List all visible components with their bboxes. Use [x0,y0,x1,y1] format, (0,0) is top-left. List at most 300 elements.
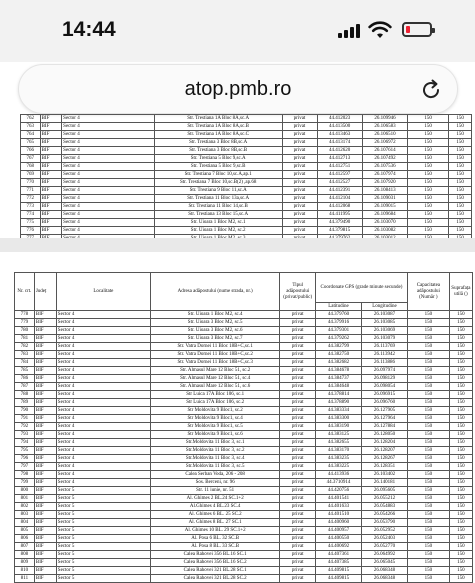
cell-longitudine: 26.140181 [361,479,407,487]
cell-capacitate: 150 [407,543,449,551]
cell-longitudine: 26.052770 [361,543,407,551]
cell-suprafata: 150 [449,447,472,455]
document-page-top [0,114,475,238]
header-localitate: Localitate [56,273,150,311]
cell-judet: BIF [40,211,62,219]
cell-adresa: Calea Rahovei 356 BL.16 SC.1 [150,551,280,559]
cell-judet: BIF [40,147,62,155]
cell-adresa: Al. Posa 8 BL. 33 SC.B [150,543,280,551]
table-row [21,187,472,195]
cell-tip: privat [280,479,316,487]
table-row [21,147,472,155]
cell-localitate: Sector 4 [62,131,155,139]
cell-judet: BIF [34,575,56,583]
cell-capacitate: 150 [407,335,449,343]
cell-longitudine: 26.098129 [361,375,407,383]
cell-adresa: Str. Trestiana 5 Bloc 9,sc.A [154,155,282,163]
status-time: 14:44 [62,18,116,41]
cell-localitate: Sector 5 [56,559,150,567]
cell-longitudine: 26.113769 [361,343,407,351]
cell-nr: 791 [15,415,35,423]
cell-latitudine: 44.383190 [316,423,362,431]
cell-latitudine: 44.407361 [316,551,362,559]
cell-latitudine: 44.400960 [316,519,362,527]
cell-judet: BIF [34,471,56,479]
cell-suprafata: 150 [449,527,472,535]
cell-nr: 769 [21,171,41,179]
cell-judet: BIF [40,227,62,235]
cell-judet: BIF [34,455,56,463]
header-nr: Nr. crt. [15,273,35,311]
cell-latitudine: 44.379916 [316,319,362,327]
cell-capacitate: 150 [408,163,449,171]
cell-latitudine: 44.382750 [316,351,362,359]
cell-suprafata: 150 [449,335,472,343]
cell-tip: privat [280,399,316,407]
table-row [15,527,473,535]
cell-suprafata: 150 [449,495,472,503]
cell-longitudine: 26.103069 [361,327,407,335]
cell-latitudine: 44.382799 [316,343,362,351]
cell-longitudine: 26.103082 [362,227,407,235]
cell-suprafata: 150 [449,551,472,559]
cell-localitate: Sector 5 [56,487,150,495]
cell-latitudine: 44.401541 [316,495,362,503]
cell-capacitate: 150 [407,471,449,479]
cell-tip: privat [282,179,317,187]
cell-longitudine: 26.098054 [361,383,407,391]
table-row [15,463,473,471]
battery-icon [402,22,432,37]
cell-capacitate: 150 [407,359,449,367]
cell-nr: 772 [21,195,41,203]
header-latitudine: Latitudine [316,303,362,311]
cell-longitudine: 26.127884 [361,423,407,431]
cell-localitate: Sector 4 [56,479,150,487]
cell-localitate: Sector 4 [62,115,155,123]
cell-latitudine: 44.412527 [317,179,362,187]
table-row [15,407,473,415]
cell-suprafata: 150 [449,203,472,211]
cell-capacitate: 150 [407,567,449,575]
cell-judet: BIF [34,495,56,503]
table-row [21,123,472,131]
cell-tip: privat [282,211,317,219]
cell-localitate: Sector 4 [56,343,150,351]
cell-judet: BIF [40,139,62,147]
cell-nr: 771 [21,187,41,195]
cell-longitudine: 26.065045 [361,559,407,567]
cell-longitudine: 26.103070 [362,219,407,227]
cell-localitate: Sector 4 [56,463,150,471]
cell-longitudine: 26.103079 [361,335,407,343]
cell-capacitate: 150 [407,407,449,415]
cell-nr: 792 [15,423,35,431]
cell-judet: BIF [34,423,56,431]
cell-judet: BIF [40,203,62,211]
cell-adresa: Al.Ghimes 4 BL.23 SC.4 [150,503,280,511]
table-row [15,559,473,567]
cell-suprafata: 150 [449,439,472,447]
cell-tip: privat [282,123,317,131]
cell-capacitate: 150 [407,551,449,559]
cell-suprafata: 150 [449,359,472,367]
cell-adresa: Str. Uioara 3 Bloc M2, sc.6 [150,327,280,335]
cell-judet: BIF [34,439,56,447]
cell-suprafata: 150 [449,375,472,383]
cell-suprafata: 150 [449,139,472,147]
cell-suprafata: 150 [449,519,472,527]
cell-nr: 784 [15,359,35,367]
cell-adresa: Str. Uioara 3 Bloc M2, sc.5 [150,319,280,327]
cell-tip: privat [280,415,316,423]
cell-tip: privat [280,463,316,471]
cell-judet: BIF [34,351,56,359]
cell-localitate: Sector 5 [56,567,150,575]
cell-capacitate: 150 [407,375,449,383]
cell-capacitate: 150 [408,227,449,235]
cell-latitudine: 44.378814 [316,391,362,399]
cell-localitate: Sector 5 [56,543,150,551]
cell-nr: 786 [15,375,35,383]
cell-tip: privat [282,147,317,155]
cell-tip: privat [280,407,316,415]
cell-localitate: Sector 4 [56,391,150,399]
cell-suprafata: 150 [449,155,472,163]
table-row [15,551,473,559]
cell-judet: BIF [34,551,56,559]
cell-nr: 805 [15,527,35,535]
header-suprafata: Suprafața utilă () [449,273,472,311]
cell-localitate: Sector 4 [56,439,150,447]
cell-capacitate: 150 [407,415,449,423]
cell-adresa: Str. Trestiana 11 Bloc 13a,sc.A [154,195,282,203]
cell-judet: BIF [34,487,56,495]
cell-nr: 762 [21,115,41,123]
cell-capacitate: 150 [408,203,449,211]
cell-adresa: Al. Ghimes 8 BL. 27 SC.1 [150,519,280,527]
cell-judet: BIF [34,415,56,423]
cell-tip: privat [280,559,316,567]
cell-capacitate: 150 [407,503,449,511]
cell-nr: 811 [15,575,35,583]
header-capacitate: Capacitatea adăpostului (Număr ) [407,273,449,311]
cell-localitate: Sector 4 [56,375,150,383]
cell-suprafata: 150 [449,503,472,511]
url-text[interactable]: atop.pmb.ro [184,78,292,100]
table-row [15,535,473,543]
cell-suprafata: 150 [449,227,472,235]
cell-longitudine: 26.108413 [362,187,407,195]
cell-judet: BIF [34,527,56,535]
cell-localitate: Sector 4 [56,407,150,415]
cell-tip: privat [280,575,316,583]
cell-tip: privat [280,423,316,431]
cell-judet: BIF [40,115,62,123]
cell-adresa: Str. Trestiana 13 Bloc 15,sc.A [154,211,282,219]
cell-localitate: Sector 4 [62,227,155,235]
cell-localitate: Sector 5 [56,551,150,559]
cell-nr: 773 [21,203,41,211]
cell-adresa: Str.Moldovita 11 Bloc 3, sc.2 [150,447,280,455]
cell-localitate: Sector 4 [56,319,150,327]
cell-suprafata: 150 [449,559,472,567]
cell-suprafata: 150 [449,463,472,471]
cell-nr: 768 [21,163,41,171]
cell-capacitate: 150 [408,187,449,195]
cell-suprafata: 150 [449,487,472,495]
cell-capacitate: 150 [407,447,449,455]
table-row [21,227,472,235]
cell-tip: privat [280,567,316,575]
cell-nr: 790 [15,407,35,415]
cell-latitudine: 44.412597 [317,171,362,179]
cell-longitudine: 26.113886 [361,359,407,367]
cell-capacitate: 150 [407,423,449,431]
table-row [21,155,472,163]
cell-adresa: Str. Trestiana 5 Bloc 9,sc.B [154,163,282,171]
table-row [15,447,473,455]
cell-tip: privat [280,471,316,479]
cell-tip: privat [280,359,316,367]
cell-adresa: Str. Vatra Dornei 11 Bloc 18B+C,sc.1 [150,343,280,351]
cell-capacitate: 150 [407,343,449,351]
cell-latitudine: 44.382682 [316,359,362,367]
table-row [21,131,472,139]
cell-latitudine: 44.383235 [316,455,362,463]
cell-suprafata: 150 [449,131,472,139]
cell-tip: privat [280,383,316,391]
cell-adresa: Str.Moldovita 11 Bloc 3, sc.1 [150,439,280,447]
cell-tip: privat [282,227,317,235]
address-bar[interactable] [18,64,458,114]
table-row [15,567,473,575]
cell-tip: privat [280,447,316,455]
cell-capacitate: 150 [407,519,449,527]
cell-latitudine: 44.401633 [316,503,362,511]
cell-adresa: Calea Rahovei 321 BL.28 SC.2 [150,575,280,583]
reload-icon[interactable] [419,78,443,102]
cell-localitate: Sector 4 [56,399,150,407]
cell-longitudine: 26.095605 [361,487,407,495]
table-row [15,375,473,383]
shelter-table [14,272,473,583]
cell-judet: BIF [34,567,56,575]
cell-nr: 778 [15,311,35,319]
cell-tip: privat [280,495,316,503]
cell-nr: 767 [21,155,41,163]
cell-adresa: Calea Serban Voda, 206 - 208 [150,471,280,479]
cell-localitate: Sector 4 [62,171,155,179]
cell-adresa: Str. Uioara 1 Bloc M2, sc.2 [154,227,282,235]
cell-nr: 800 [15,487,35,495]
cell-adresa: Str. Uioara 3 Bloc M2, sc.7 [150,335,280,343]
cell-capacitate: 150 [407,535,449,543]
cell-capacitate: 150 [407,383,449,391]
cell-adresa: Str. Trestiana 3 Bloc 8B,sc.B [154,147,282,155]
cell-latitudine: 44.383225 [316,463,362,471]
cell-judet: BIF [34,327,56,335]
cell-adresa: Str. Trestiana 1A Bloc 8A,sc.C [154,131,282,139]
cell-longitudine: 26.064992 [361,551,407,559]
cell-latitudine: 44.412068 [317,203,362,211]
cell-latitudine: 44.379301 [316,327,362,335]
table-row [15,415,473,423]
cell-capacitate: 150 [407,367,449,375]
cell-suprafata: 150 [449,423,472,431]
cell-judet: BIF [40,179,62,187]
cell-judet: BIF [34,319,56,327]
cell-latitudine: 44.413463 [317,131,362,139]
cell-suprafata: 150 [449,367,472,375]
cell-suprafata: 150 [449,187,472,195]
cell-nr: 801 [15,495,35,503]
cell-nr: 807 [15,543,35,551]
table-row [15,511,473,519]
cell-judet: BIF [34,359,56,367]
table-row [21,171,472,179]
table-row [15,487,473,495]
cell-nr: 810 [15,567,35,575]
table-row [21,139,472,147]
cell-nr: 783 [15,351,35,359]
cell-adresa: Str. Almasul Mare 12 Bloc 51, sc.4 [150,375,280,383]
cell-tip: privat [280,319,316,327]
cell-tip: privat [282,187,317,195]
cell-suprafata: 150 [449,195,472,203]
cell-suprafata: 150 [449,575,472,583]
cell-localitate: Sector 4 [56,471,150,479]
cell-localitate: Sector 4 [62,187,155,195]
cell-judet: BIF [34,431,56,439]
cell-capacitate: 150 [407,495,449,503]
cell-latitudine: 44.400957 [316,527,362,535]
cell-adresa: Str Moldovita 9 Bloc1, sc.2 [150,407,280,415]
cell-adresa: Str Moldovita 9 Bloc1, sc.5 [150,423,280,431]
cell-longitudine: 26.096760 [361,399,407,407]
cell-suprafata: 150 [449,311,472,319]
cell-suprafata: 150 [449,415,472,423]
cell-adresa: Str. Vatra Dornei 11 Bloc 18B+C,sc.2 [150,351,280,359]
cell-latitudine: 44.383300 [316,415,362,423]
document-page-bottom [0,252,475,581]
cell-tip: privat [282,195,317,203]
table-row [15,311,473,319]
cell-capacitate: 150 [407,399,449,407]
cell-localitate: Sector 4 [62,123,155,131]
cell-localitate: Sector 4 [56,447,150,455]
cell-localitate: Sector 4 [56,335,150,343]
cell-nr: 776 [21,227,41,235]
cell-nr: 802 [15,503,35,511]
cell-adresa: Str Luica 17A Bloc 106, sc.1 [150,391,280,399]
cell-nr: 766 [21,147,41,155]
cell-latitudine: 44.407385 [316,559,362,567]
cell-adresa: Str. Trestiana 9 Bloc 11,sc.A [154,187,282,195]
cell-judet: BIF [34,375,56,383]
cell-suprafata: 150 [449,391,472,399]
cell-adresa: Str. Trestiana 1A Bloc 8A,sc.B [154,123,282,131]
cell-nr: 793 [15,431,35,439]
cell-adresa: Calea Rahovei 321 BL.28 SC.1 [150,567,280,575]
cell-judet: BIF [34,343,56,351]
table-row [21,219,472,227]
cell-localitate: Sector 5 [56,511,150,519]
wifi-icon [368,21,392,39]
cell-capacitate: 150 [408,155,449,163]
table-row [15,479,473,487]
cell-latitudine: 44.379262 [316,335,362,343]
cell-localitate: Sector 4 [62,195,155,203]
cell-latitudine: 44.401510 [316,511,362,519]
page-separator [0,238,475,252]
cell-tip: privat [280,391,316,399]
cell-localitate: Sector 4 [56,383,150,391]
cell-longitudine: 26.109684 [362,211,407,219]
cell-tip: privat [280,527,316,535]
cell-nr: 764 [21,131,41,139]
cell-longitudine: 26.106972 [362,139,407,147]
cell-judet: BIF [34,519,56,527]
table-row [21,211,472,219]
cell-nr: 804 [15,519,35,527]
table-row [15,391,473,399]
cell-latitudine: 44.384648 [316,383,362,391]
cell-judet: BIF [34,559,56,567]
cell-judet: BIF [34,383,56,391]
cell-suprafata: 150 [449,147,472,155]
cell-nr: 796 [15,455,35,463]
cell-capacitate: 150 [408,115,449,123]
cell-longitudine: 26.127905 [361,407,407,415]
cell-capacitate: 150 [407,479,449,487]
cell-latitudine: 44.378890 [316,399,362,407]
cell-adresa: Str. Trestiana 3 Bloc 8B,sc.A [154,139,282,147]
cell-longitudine: 26.097974 [361,367,407,375]
cell-adresa: Al. Ghimes 6 BL. 25 SC.2 [150,511,280,519]
table-row [15,399,473,407]
cell-capacitate: 150 [408,131,449,139]
cell-tip: privat [282,131,317,139]
cell-capacitate: 150 [408,171,449,179]
table-row [21,195,472,203]
cell-adresa: Str. Trestiana 1A Bloc 8A,sc.A [154,115,282,123]
header-judet: Județ [34,273,56,311]
cell-tip: privat [280,455,316,463]
cell-adresa: Al. Posa 6 BL. 32 SC.B [150,535,280,543]
cell-longitudine: 26.068348 [361,575,407,583]
table-row [15,439,473,447]
cell-suprafata: 150 [449,211,472,219]
cell-localitate: Sector 4 [62,203,155,211]
cell-localitate: Sector 5 [56,503,150,511]
cell-localitate: Sector 4 [62,219,155,227]
cell-capacitate: 150 [408,195,449,203]
cell-nr: 803 [15,511,35,519]
cell-tip: privat [280,343,316,351]
cell-adresa: Al. Ghimes 2 BL.24 SC.1+2 [150,495,280,503]
cell-latitudine: 44.412620 [317,147,362,155]
cell-longitudine: 26.103085 [361,319,407,327]
table-row [15,519,473,527]
cell-adresa: Str. Trestiana 7 Bloc 10,sc.B(2) ,ap.68 [154,179,282,187]
cell-longitudine: 26.109946 [362,115,407,123]
table-row [15,383,473,391]
cell-nr: 785 [15,367,35,375]
cell-tip: privat [282,203,317,211]
cell-judet: BIF [34,463,56,471]
cell-judet: BIF [34,311,56,319]
